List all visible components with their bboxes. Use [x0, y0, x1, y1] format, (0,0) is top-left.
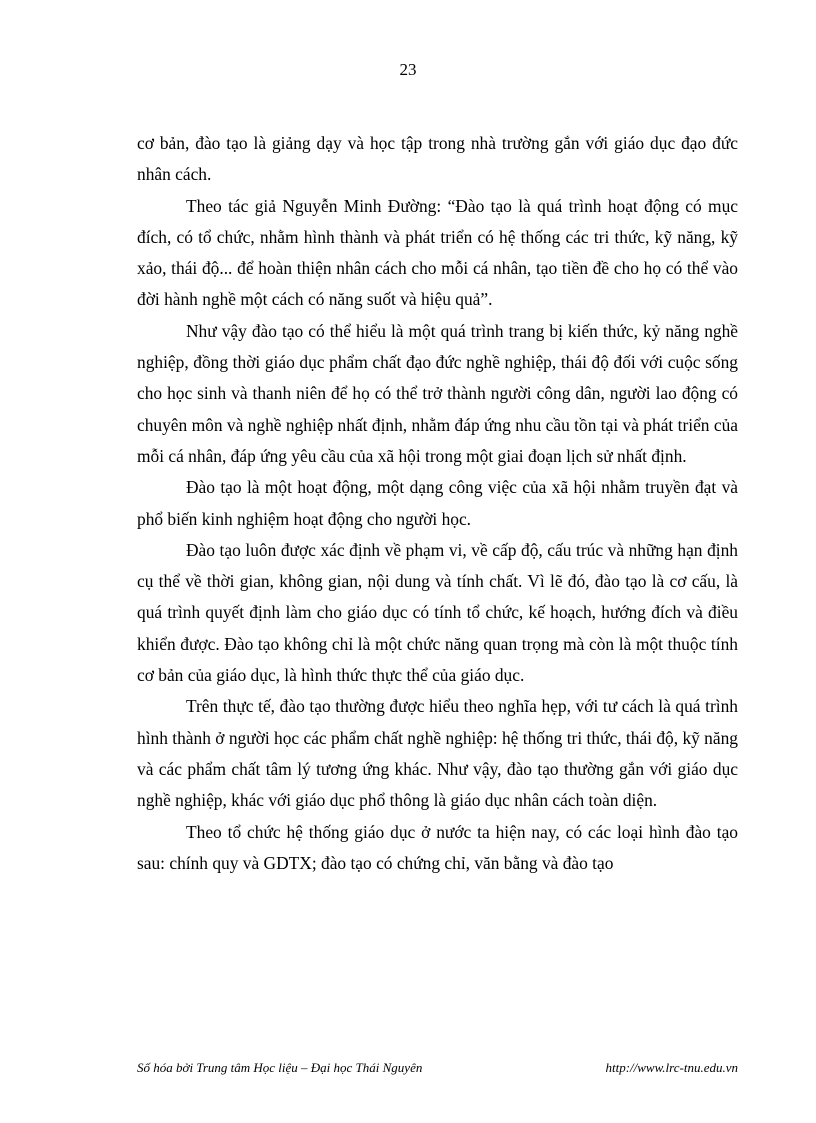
body-text: [137, 128, 738, 879]
footer-source-text: Số hóa bởi Trung tâm Học liệu – Đại học Thái Nguyên: [137, 1060, 423, 1075]
page-footer: [137, 1060, 738, 1076]
paragraph: Theo tổ chức hệ thống giáo dục ở nước ta hiện nay, có các loại hình đào tạo sau: chính quy và GDTX; đào tạo có chứng chỉ, văn bằng và đào tạo: [137, 821, 738, 873]
paragraph: Trên thực tế, đào tạo thường được hiểu theo nghĩa hẹp, với tư cách là quá trình hình thành ở người học các phẩm chất nghề nghiệp: hệ thống tri thức, thái độ, kỹ năng và các phẩm chất tâm lý tương ứng khác. Như vậy, đào tạo thường gắn với giáo dục nghề nghiệp, khác với giáo dục phổ thông là giáo dục nhân cách toàn diện.: [137, 696, 738, 811]
paragraph: Đào tạo luôn được xác định về phạm vi, về cấp độ, cấu trúc và những hạn định cụ thể về thời gian, không gian, nội dung và tính chất. Vì lẽ đó, đào tạo là cơ cấu, là quá trình quyết định làm cho giáo dục có tính tổ chức, kế hoạch, hướng đích và điều khiển được. Đào tạo không chỉ là một chức năng quan trọng mà còn là một thuộc tính cơ bản của giáo dục, là hình thức thực thể của giáo dục.: [137, 539, 738, 686]
paragraph: Đào tạo là một hoạt động, một dạng công việc của xã hội nhằm truyền đạt và phổ biến kinh nghiệm hoạt động cho người học.: [137, 477, 738, 529]
page-number: 23: [399, 60, 417, 79]
paragraph-continued: cơ bản, đào tạo là giảng dạy và học tập trong nhà trường gắn với giáo dục đạo đức nhân cách.: [137, 133, 738, 185]
paragraph: Như vậy đào tạo có thể hiểu là một quá trình trang bị kiến thức, kỷ năng nghề nghiệp, đồng thời giáo dục phẩm chất đạo đức nghề nghiệp, thái độ đối với cuộc sống cho học sinh và thanh niên để họ có thể trở thành người công dân, người lao động có chuyên môn và nghề nghiệp nhất định, nhằm đáp ứng nhu cầu tồn tại và phát triển của mỗi cá nhân, đáp ứng yêu cầu của xã hội trong một giai đoạn lịch sử nhất định.: [137, 320, 738, 466]
paragraph: Theo tác giả Nguyễn Minh Đường: “Đào tạo là quá trình hoạt động có mục đích, có tổ chức, nhằm hình thành và phát triển có hệ thống các tri thức, kỹ năng, kỹ xảo, thái độ... để hoàn thiện nhân cách cho mỗi cá nhân, tạo tiền đề cho họ có thể vào đời hành nghề một cách có năng suốt và hiệu quả”.: [137, 195, 738, 310]
footer-url[interactable]: http://www.lrc-tnu.edu.vn: [605, 1060, 738, 1075]
